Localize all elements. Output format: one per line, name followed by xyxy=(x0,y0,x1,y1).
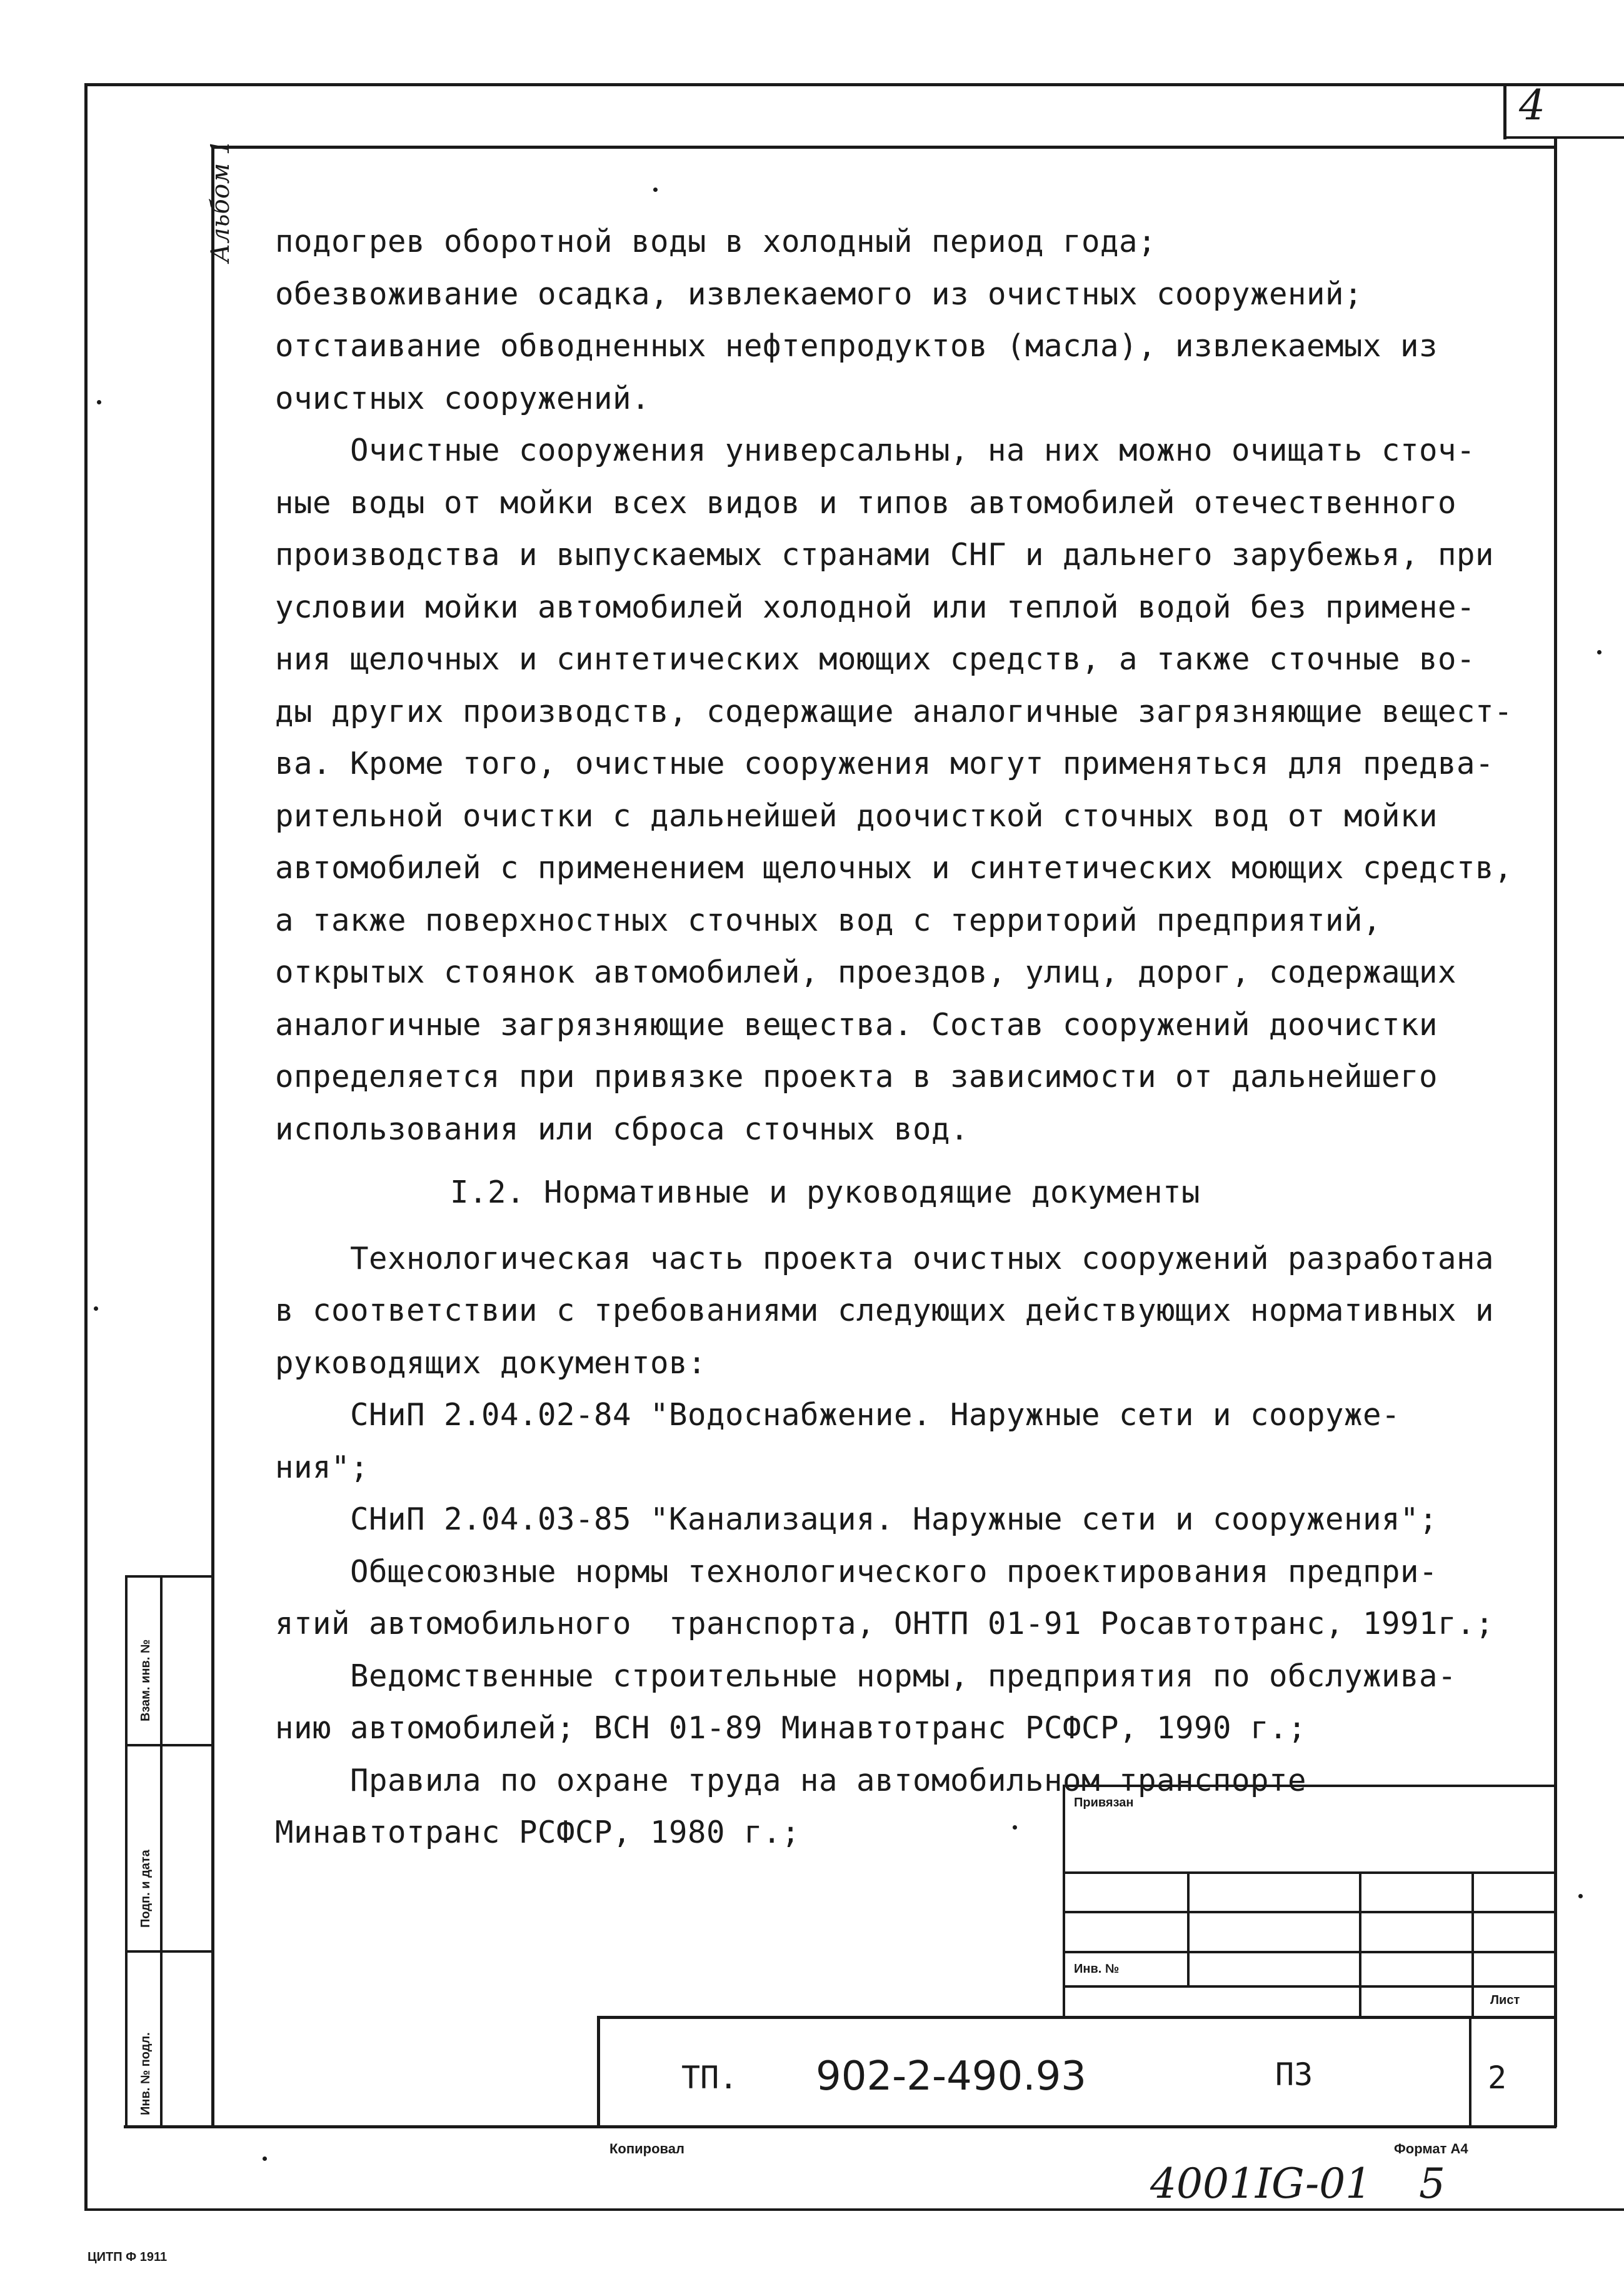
document-item: Общесоюзные нормы технологического проектирования предпри- xyxy=(350,1553,1438,1590)
document-item-cont: Минавтотранс РСФСР, 1980 г.; xyxy=(275,1815,801,1850)
inv-no-label: Инв. № xyxy=(1074,1962,1120,1976)
text-line: отстаивание обводненных нефтепродуктов (масла), извлекаемых из xyxy=(275,328,1438,364)
text-line: подогрев оборотной воды в холодный период года; xyxy=(275,224,1157,259)
sheet-number-top: 4 xyxy=(1519,81,1545,129)
binding-row-line xyxy=(1065,1951,1556,1953)
scan-speck xyxy=(263,2156,267,2161)
inner-frame-top xyxy=(213,146,1556,149)
binding-row-line xyxy=(1065,1911,1556,1913)
stamp-code: ТП. xyxy=(681,2060,738,2096)
stripe-label-sign-date: Подп. и дата xyxy=(139,1850,153,1928)
stripe-sign-date xyxy=(125,1744,213,1950)
paragraph-line: ния щелочных и синтетических моющих средств, а также сточные во- xyxy=(275,641,1476,677)
scan-speck xyxy=(1013,1825,1017,1830)
binding-row-line xyxy=(1065,1871,1556,1874)
paragraph-line: ва. Кроме того, очистные сооружения могут применяться для предва- xyxy=(275,746,1495,781)
outer-frame-left xyxy=(84,83,88,2208)
stripe-divider xyxy=(160,1575,163,2127)
scan-speck xyxy=(97,400,101,404)
binding-table xyxy=(1063,1785,1556,2016)
text-line: обезвоживание осадка, извлекаемого из очистных сооружений; xyxy=(275,276,1363,312)
scan-speck xyxy=(94,1306,98,1311)
stamp-sheet: 2 xyxy=(1488,2060,1507,2096)
body-text xyxy=(275,216,1531,1859)
outer-frame-bottom xyxy=(84,2208,1624,2211)
binding-label: Привязан xyxy=(1074,1796,1134,1810)
stripe-label-inv-instead: Взам. инв. № xyxy=(139,1639,153,1721)
binding-col-line xyxy=(1187,1871,1190,1985)
paragraph-line: Очистные сооружения универсальны, на них можно очищать сточ- xyxy=(350,433,1476,468)
paragraph-line: а также поверхностных сточных вод с территорий предприятий, xyxy=(275,902,1382,938)
binding-col-line xyxy=(1471,1871,1474,2018)
paragraph-line: Технологическая часть проекта очистных сооружений разработана xyxy=(350,1240,1495,1276)
stamp-sheet-divider xyxy=(1469,2019,1471,2128)
document-item: Ведомственные строительные нормы, предприятия по обслужива- xyxy=(350,1658,1457,1694)
paragraph-line: руководящих документов: xyxy=(275,1345,707,1381)
outer-frame-top xyxy=(84,83,1624,86)
stamp-number: 902-2-490.93 xyxy=(816,2053,1086,2100)
scan-speck xyxy=(653,188,658,192)
document-item-cont: ния"; xyxy=(275,1449,369,1485)
stamp-doc-type: ПЗ xyxy=(1275,2056,1313,2093)
main-stamp xyxy=(597,2016,1556,2128)
scan-speck xyxy=(1597,650,1601,654)
binding-col-line xyxy=(1359,1871,1361,2018)
paragraph-line: в соответствии с требованиями следующих действующих нормативных и xyxy=(275,1293,1495,1328)
document-item: СНиП 2.04.02-84 "Водоснабжение. Наружные сети и сооруже- xyxy=(350,1397,1401,1433)
bottom-stamp: ЦИТП Ф 1911 xyxy=(88,2250,168,2264)
format-label: Формат А4 xyxy=(1394,2141,1468,2156)
document-item: СНиП 2.04.03-85 "Канализация. Наружные сети и сооружения"; xyxy=(350,1501,1438,1537)
scan-speck xyxy=(1578,1894,1583,1898)
paragraph-line: рительной очистки с дальнейшей доочисткой сточных вод от мойки xyxy=(275,798,1438,834)
handwritten-code: 4001IG-01 xyxy=(1150,2160,1372,2208)
binding-row-line xyxy=(1065,1985,1556,1988)
stripe-inv-instead xyxy=(125,1575,213,1744)
document-item: Правила по охране труда на автомобильном транспорте xyxy=(350,1762,1307,1798)
paragraph-line: ные воды от мойки всех видов и типов автомобилей отечественного xyxy=(275,484,1457,521)
paragraph-line: автомобилей с применением щелочных и синтетических моющих средств, xyxy=(275,850,1513,886)
paragraph-line: открытых стоянок автомобилей, проездов, улиц, дорог, содержащих xyxy=(275,954,1457,990)
paragraph-line: аналогичные загрязняющие вещества. Состав сооружений доочистки xyxy=(275,1006,1438,1043)
copied-label: Копировал xyxy=(609,2141,685,2156)
stripe-label-inv-orig: Инв. № подл. xyxy=(139,2032,153,2115)
list-label: Лист xyxy=(1490,1993,1520,2007)
top-number-box-bottom xyxy=(1503,136,1624,139)
handwritten-page: 5 xyxy=(1419,2160,1445,2208)
document-item-cont: ятий автомобильного транспорта, ОНТП 01-91 Росавтотранс, 1991г.; xyxy=(275,1606,1495,1641)
text-line: очистных сооружений. xyxy=(275,380,651,416)
stripe-inv-orig xyxy=(125,1950,213,2127)
document-item-cont: нию автомобилей; ВСН 01-89 Минавтотранс РСФСР, 1990 г.; xyxy=(275,1710,1307,1746)
paragraph-line: условии мойки автомобилей холодной или теплой водой без примене- xyxy=(275,589,1476,625)
paragraph-line: производства и выпускаемых странами СНГ и дальнего зарубежья, при xyxy=(275,537,1495,573)
top-number-box-left xyxy=(1503,83,1506,139)
margin-note: Альбом 1 xyxy=(206,139,235,263)
section-heading: I.2. Нормативные и руководящие документы xyxy=(450,1175,1201,1210)
paragraph-line: определяется при привязке проекта в зависимости от дальнейшего xyxy=(275,1059,1438,1094)
paragraph-line: использования или сброса сточных вод. xyxy=(275,1111,970,1147)
paragraph-line: ды других производств, содержащие аналогичные загрязняющие вещест- xyxy=(275,693,1513,729)
